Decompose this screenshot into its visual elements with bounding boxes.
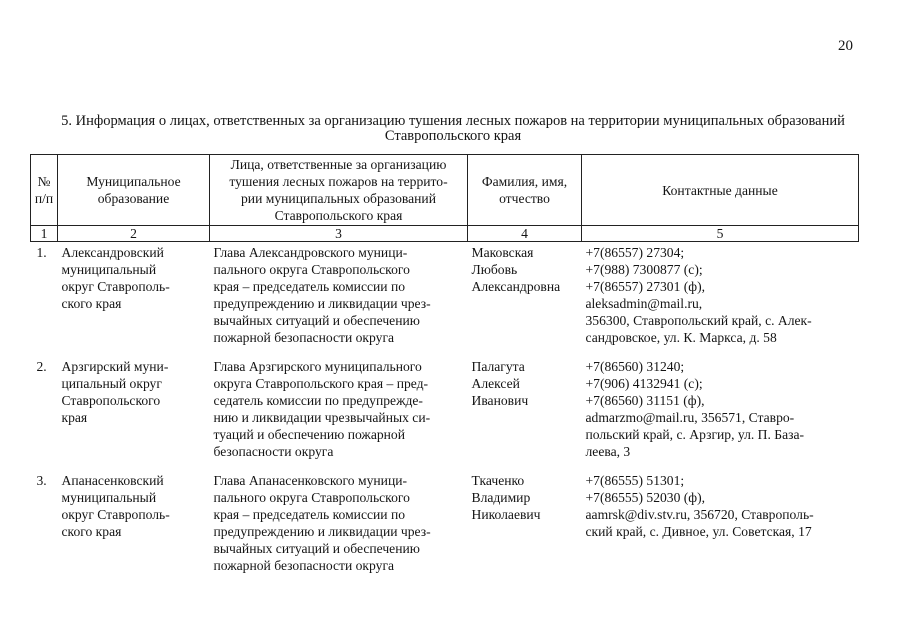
section-heading [28,114,878,144]
table-row [31,470,859,584]
header-municipality: Муниципальное образование [58,155,210,226]
table-row [31,242,859,357]
name-cell: Ткаченко Владимир Николаевич [471,473,541,522]
municipality-cell: Апанасенковский муниципальный округ Ставрополь- ского края [61,473,170,539]
responsible-cell: Глава Апанасенковского муници- пального округа Ставропольского края – председатель комиссии по предупреждению и ликвидации чрез- вычайных ситуаций и обеспечению пожарной безопасности округа [213,473,431,573]
column-number: 4 [468,226,582,242]
name-cell: Маковская Любовь Александровна [471,245,561,294]
page-number: 20 [838,38,853,54]
name-cell: Палагута Алексей Иванович [471,359,529,408]
responsible-cell: Глава Арзгирского муниципального округа Ставропольского края – пред- седатель комиссии по предупрежде- нию и ликвидации чрезвычайных си- туаций и обеспечению пожарной безопасности округа [213,359,431,459]
municipality-cell: Александровский муниципальный округ Ставрополь- ского края [61,245,170,311]
responsible-cell: Глава Александровского муници- пального округа Ставропольского края – председатель комиссии по предупреждению и ликвидации чрез- вычайных ситуаций и обеспечению пожарной безопасности округа [213,245,431,345]
table-row [31,356,859,470]
column-number: 1 [31,226,58,242]
table-header-row [31,155,859,226]
column-number: 5 [582,226,859,242]
row-index: 2. [36,359,47,374]
heading-line-2: Ставропольского края [384,128,522,144]
column-numbers-row [31,226,859,242]
municipality-cell: Арзгирский муни- ципальный округ Ставропольского края [61,359,169,425]
column-number: 2 [58,226,210,242]
column-number: 3 [210,226,468,242]
header-contacts: Контактные данные [582,155,859,226]
header-number: № п/п [31,155,58,226]
header-name: Фамилия, имя, отчество [468,155,582,226]
contacts-cell: +7(86555) 51301; +7(86555) 52030 (ф), aamrsk@div.stv.ru, 356720, Ставрополь- ский край, с. Дивное, ул. Советская, 17 [585,473,814,539]
heading-line-1: 5. Информация о лицах, ответственных за организацию тушения лесных пожаров на территории муниципальных образований [61,113,845,129]
header-responsible: Лица, ответственные за организацию тушения лесных пожаров на террито- рии муниципальных образований Ставропольского края [210,155,468,226]
responsible-persons-table [30,154,859,584]
contacts-cell: +7(86557) 27304; +7(988) 7300877 (с); +7(86557) 27301 (ф), aleksadmin@mail.ru, 356300, Ставропольский край, с. Алек- сандровское, ул. К. Маркса, д. 58 [585,245,812,345]
row-index: 3. [36,473,47,488]
contacts-cell: +7(86560) 31240; +7(906) 4132941 (с); +7(86560) 31151 (ф), admarzmo@mail.ru, 356571, Ставро- польский край, с. Арзгир, ул. П. База- леева, 3 [585,359,805,459]
row-index: 1. [36,245,47,260]
